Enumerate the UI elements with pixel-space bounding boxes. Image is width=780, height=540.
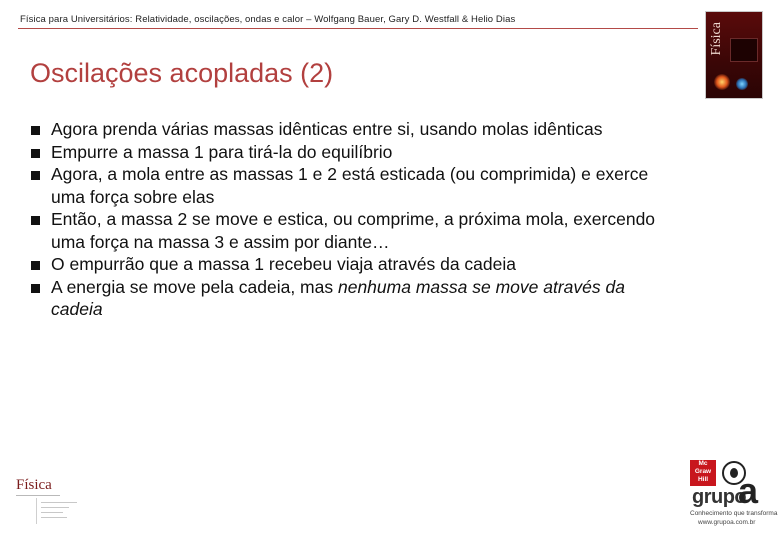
bullet-text: Agora, a mola entre as massas 1 e 2 está esticada (ou comprimida) e exerce uma força sobre elas bbox=[51, 164, 649, 207]
cover-graphic bbox=[730, 38, 758, 62]
square-bullet-icon bbox=[31, 149, 40, 158]
square-bullet-icon bbox=[31, 284, 40, 293]
bullet-list bbox=[30, 118, 720, 321]
mcgraw-hill-logo: Mc Graw Hill bbox=[690, 460, 716, 486]
book-cover-thumbnail bbox=[706, 12, 762, 98]
bullet-item bbox=[30, 253, 720, 276]
square-bullet-icon bbox=[31, 171, 40, 180]
bullet-emphasis: nenhuma massa se move através da cadeia bbox=[51, 276, 625, 319]
bullet-text: A energia se move pela cadeia, mas bbox=[51, 276, 338, 297]
bullet-text: Então, a massa 2 se move e estica, ou comprime, a próxima mola, exercendo uma força na massa 3 e assim por diante… bbox=[51, 209, 656, 252]
footer-book-title: Física bbox=[16, 477, 52, 493]
bullet-item bbox=[30, 118, 720, 141]
slide-title: Oscilações acopladas (2) bbox=[30, 58, 334, 88]
grupo-word: grupo bbox=[692, 486, 747, 508]
footer-credits-block bbox=[36, 498, 77, 524]
grupo-url: www.grupoa.com.br bbox=[698, 519, 756, 526]
book-logo-footer bbox=[16, 478, 78, 528]
square-bullet-icon bbox=[31, 126, 40, 135]
bullet-item bbox=[30, 276, 651, 321]
cover-title: Física bbox=[709, 22, 724, 56]
header-divider bbox=[18, 28, 698, 29]
grupo-tagline: Conhecimento que transforma bbox=[690, 510, 778, 517]
bullet-text: O empurrão que a massa 1 recebeu viaja através da cadeia bbox=[51, 254, 516, 274]
bullet-item bbox=[30, 208, 681, 253]
book-header: Física para Universitários: Relatividade, oscilações, ondas e calor – Wolfgang Bauer, Gary D. Westfall & Helio Dias bbox=[20, 14, 516, 25]
bullet-text: Empurre a massa 1 para tirá-la do equilíbrio bbox=[51, 141, 393, 162]
square-bullet-icon bbox=[31, 216, 40, 225]
bullet-item bbox=[30, 163, 671, 208]
grupo-letter: a bbox=[738, 470, 759, 511]
bullet-text: Agora prenda várias massas idênticas entre si, usando molas idênticas bbox=[51, 119, 603, 139]
bullet-item bbox=[30, 141, 720, 164]
square-bullet-icon bbox=[31, 261, 40, 270]
cover-spark-blue bbox=[736, 78, 748, 90]
cover-spark bbox=[714, 74, 730, 90]
